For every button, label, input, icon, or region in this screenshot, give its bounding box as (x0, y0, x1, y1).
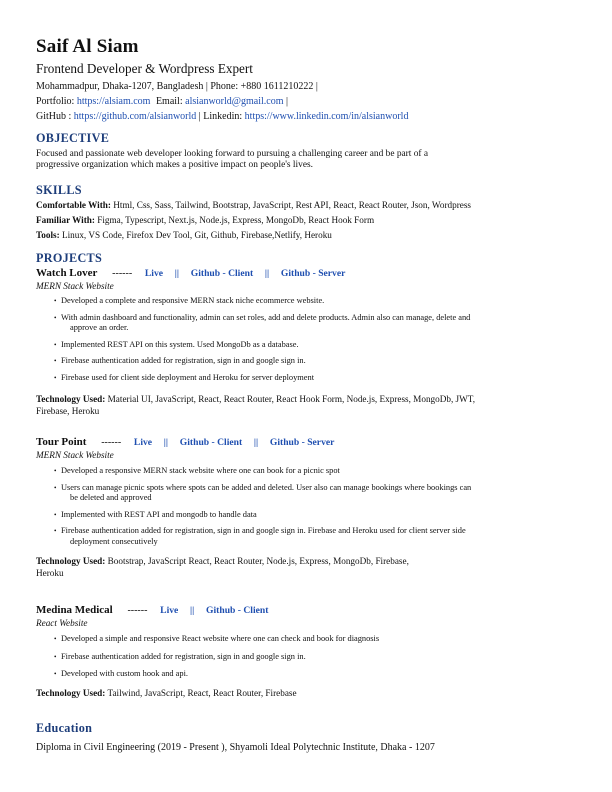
tech-label: Technology Used: (36, 556, 106, 566)
contact-address-line: Mohammadpur, Dhaka-1207, Bangladesh | Phone: +880 1611210222 | (36, 81, 318, 92)
skill-value: Figma, Typescript, Next.js, Node.js, Express, MongoDb, React Hook Form (97, 215, 375, 225)
tech-label: Technology Used: (36, 688, 106, 698)
github-link[interactable]: https://github.com/alsianworld (73, 111, 197, 122)
link-separator: || (174, 268, 180, 279)
project-github-server-link[interactable]: Github - Server (280, 268, 346, 279)
objective-text (36, 149, 506, 172)
skill-row-tools (36, 230, 332, 240)
project-title-row (36, 267, 345, 279)
project-live-link[interactable]: Live (144, 268, 164, 279)
skill-label: Familiar With: (36, 215, 95, 225)
list-item: • Firebase authentication added for registration, sign in and google sign in. (55, 356, 555, 367)
candidate-role: Frontend Developer & Wordpress Expert (36, 61, 253, 76)
project-title: Medina Medical (36, 604, 113, 616)
contact-portfolio-line (36, 96, 288, 107)
skill-value: Linux, VS Code, Firefox Dev Tool, Git, Github, Firebase,Netlify, Heroku (61, 230, 332, 240)
tech-value: Tailwind, JavaScript, React, React Router, Firebase (107, 688, 297, 698)
project-live-link[interactable]: Live (160, 605, 179, 616)
project-subtitle: MERN Stack Website (36, 450, 114, 460)
portfolio-label: Portfolio: (36, 96, 75, 107)
project-title-row (36, 604, 268, 616)
project-github-client-link[interactable]: Github - Client (179, 437, 243, 448)
project-tech-used (36, 393, 546, 417)
project-github-server-link[interactable]: Github - Server (269, 437, 335, 448)
link-separator: || (253, 437, 259, 448)
projects-heading: PROJECTS (36, 251, 103, 265)
project-bullets (55, 466, 555, 548)
linkedin-label: | Linkedin: (198, 111, 243, 122)
candidate-name: Saif Al Siam (36, 36, 139, 57)
email-link[interactable]: alsianworld@gmail.com (185, 96, 284, 107)
project-dashes: ------ (127, 605, 148, 616)
link-separator: || (264, 268, 270, 279)
skill-value: Html, Css, Sass, Tailwind, Bootstrap, JavaScript, Rest API, React, React Router, Json, Wordpress (113, 200, 471, 210)
skill-row-comfortable (36, 200, 471, 210)
list-item: • Firebase used for client side deployment and Heroku for server deployment (55, 373, 555, 384)
project-title-row (36, 436, 334, 448)
tech-value: Bootstrap, JavaScript React, React Router, Node.js, Express, MongoDb, Firebase, (107, 556, 409, 566)
project-dashes: ------ (101, 437, 122, 448)
list-item: • Developed a simple and responsive React website where one can check and book for diagnosis (55, 634, 555, 645)
list-item: • Users can manage picnic spots where spots can be added and deleted. User also can manage bookings where bookings can be deleted and approved (55, 483, 555, 504)
email-label: Email: (155, 96, 183, 107)
project-bullets (55, 634, 555, 680)
link-separator: || (163, 437, 169, 448)
project-live-link[interactable]: Live (133, 437, 153, 448)
email-separator: | (285, 96, 288, 107)
project-dashes: ------ (112, 268, 133, 279)
skill-label: Comfortable With: (36, 200, 111, 210)
list-item: • Developed a responsive MERN stack website where one can book for a picnic spot (55, 466, 555, 477)
project-github-client-link[interactable]: Github - Client (206, 605, 269, 616)
linkedin-link[interactable]: https://www.linkedin.com/in/alsianworld (244, 111, 409, 122)
project-title: Watch Lover (36, 267, 98, 279)
skill-row-familiar (36, 215, 374, 225)
tech-value-cont: Firebase, Heroku (36, 406, 100, 416)
skills-heading: SKILLS (36, 183, 82, 197)
objective-line-1: Focused and passionate web developer looking forward to pursuing a challenging career and be part of a (36, 149, 429, 159)
tech-label: Technology Used: (36, 394, 106, 404)
tech-value: Material UI, JavaScript, React, React Router, React Hook Form, Node.js, Express, MongoDb, JWT, (107, 394, 476, 404)
project-bullets (55, 296, 555, 384)
education-text: Diploma in Civil Engineering (2019 - Present ), Shyamoli Ideal Polytechnic Institute, Dhaka - 1207 (36, 742, 435, 753)
project-title: Tour Point (36, 436, 87, 448)
education-heading: Education (36, 721, 93, 735)
list-item: • Firebase authentication added for registration, sign in and google sign in. (55, 652, 555, 663)
project-github-client-link[interactable]: Github - Client (190, 268, 254, 279)
link-separator: || (190, 605, 195, 616)
list-item: • With admin dashboard and functionality, admin can set roles, add and delete products. Admin also can manage, delete and approve an order. (55, 313, 555, 334)
skill-label: Tools: (36, 230, 60, 240)
list-item: • Implemented with REST API and mongodb to handle data (55, 510, 555, 521)
objective-heading: OBJECTIVE (36, 131, 110, 145)
project-tech-used (36, 687, 546, 699)
portfolio-link[interactable]: https://alsiam.com (76, 96, 151, 107)
tech-value-cont: Heroku (36, 568, 64, 578)
list-item: • Implemented REST API on this system. Used MongoDb as a database. (55, 340, 555, 351)
project-subtitle: MERN Stack Website (36, 281, 114, 291)
project-tech-used (36, 555, 546, 579)
objective-line-2: progressive organization which makes a positive impact on people's lives. (36, 160, 313, 171)
github-label: GitHub : (36, 111, 72, 122)
project-subtitle: React Website (36, 618, 88, 628)
contact-social-line (36, 111, 408, 122)
list-item: • Firebase authentication added for registration, sign in and google sign in. Firebase and Heroku used for client server side deployment consecutively (55, 526, 555, 547)
list-item: • Developed a complete and responsive MERN stack niche ecommerce website. (55, 296, 555, 307)
list-item: • Developed with custom hook and api. (55, 669, 555, 680)
